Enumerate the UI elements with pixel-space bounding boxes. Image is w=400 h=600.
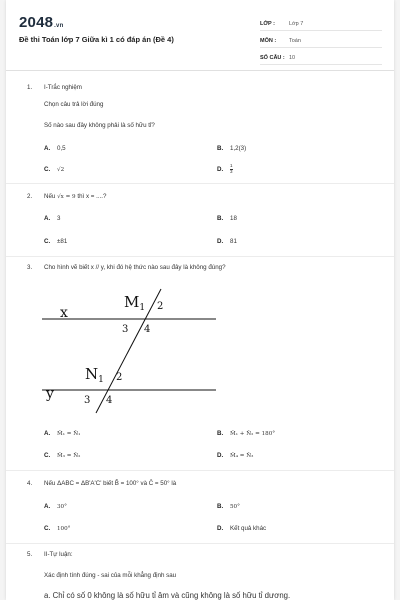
meta-label: MÔN : <box>260 37 277 44</box>
section-label: I-Trắc nghiệm <box>44 84 82 91</box>
fraction: $\frac{1}{3}$ <box>230 163 233 174</box>
q1-option-d[interactable]: D. $\frac{1}{3}$ <box>217 163 233 174</box>
meta-row-class <box>260 17 382 31</box>
q4-option-d[interactable]: D. Kết quả khác <box>217 525 267 532</box>
meta-label: SỐ CÂU : <box>260 54 285 61</box>
q1-option-a[interactable]: A. 0,5 <box>44 145 66 152</box>
q1-option-b[interactable]: B. 1,2(3) <box>217 145 247 152</box>
q3-option-d[interactable]: D. M̂₄ = N̂₃ <box>217 452 254 459</box>
q2-option-b[interactable]: B. 18 <box>217 215 237 222</box>
q3-option-c[interactable]: C. M̂₃ = N̂₂ <box>44 452 81 459</box>
meta-value: Lớp 7 <box>289 20 304 27</box>
angle-label-n3: 3 <box>84 395 91 406</box>
label-n: $N_1$ <box>85 365 104 385</box>
q2-option-a[interactable]: A. 3 <box>44 215 61 222</box>
question-number: 5. <box>27 551 33 558</box>
question-divider <box>6 183 394 184</box>
site-logo[interactable]: 2048.vn <box>19 14 64 31</box>
angle-label-m2: 2 <box>157 301 164 312</box>
q2-option-c[interactable]: C. ±81 <box>44 238 68 245</box>
section-label: II-Tự luận: <box>44 551 73 558</box>
angle-label-n2: 2 <box>116 372 123 383</box>
question-text: Nếu ΔABC = ΔB'A'C' biết B̂ = 100° và Ĉ = 50° là <box>44 480 177 487</box>
question-number: 3. <box>27 264 33 271</box>
header-divider <box>6 70 394 71</box>
exam-meta <box>260 17 382 68</box>
question-number: 2. <box>27 193 33 200</box>
exam-page: 2048.vn Đề thi Toán lớp 7 Giữa kì 1 có đáp án (Đề 4) LỚP : Lớp 7 MÔN : Toán SỐ CÂU : 10 1. I-Trắc nghiệm Chọn câu trả lời đúng Số nào sau đây không phải là số hữu tỉ? A. 0,5 B. 1,2(3) C. √2 D. $\frac{1}{3}$ 2. Nếu √x = 9 thì x = ....? A. 3 B. 18 C. ±81 D. 81 3. Cho hình vẽ biết x // y, khi đó hệ thức nào sau đây là không đúng? x y $M_1$ $N_1$ 2 3 4 2 3 4 A. M̂₁ = N̂₁ B. M̂₁ + N̂₂ = 180° C. M̂₃ = N̂₂ D. M̂₄ = N̂₃ 4. Nếu ΔABC = ΔB'A'C' biết B̂ = 100° và Ĉ = 50° là A. 30° B. 50° C. 100° D. Kết quả khác 5. II-Tự luận: Xác định tính đúng - sai của mỗi khẳng định sau a. Chỉ có số 0 không là số hữu tỉ âm và cũng không là số hữu tỉ dương. <box>6 0 394 600</box>
label-x: x <box>60 305 68 321</box>
q4-option-b[interactable]: B. 50° <box>217 503 240 510</box>
q4-option-c[interactable]: C. 100° <box>44 525 71 532</box>
q3-option-a[interactable]: A. M̂₁ = N̂₁ <box>44 430 81 437</box>
angle-label-m3: 3 <box>122 324 129 335</box>
angle-label-m4: 4 <box>144 324 151 335</box>
meta-value: 10 <box>289 54 296 61</box>
q1-option-c[interactable]: C. √2 <box>44 166 65 173</box>
question-divider <box>6 470 394 471</box>
question-number: 4. <box>27 480 33 487</box>
meta-value: Toán <box>289 37 301 44</box>
header <box>6 0 394 74</box>
question-divider <box>6 543 394 544</box>
meta-row-count <box>260 51 382 65</box>
meta-row-subject <box>260 34 382 48</box>
q4-option-a[interactable]: A. 30° <box>44 503 67 510</box>
page-title: Đề thi Toán lớp 7 Giữa kì 1 có đáp án (Đề 4) <box>19 35 174 44</box>
angle-label-n4: 4 <box>106 395 113 406</box>
label-y: y <box>46 386 54 402</box>
question-number: 1. <box>27 84 33 91</box>
q3-option-b[interactable]: B. M̂₁ + N̂₂ = 180° <box>217 430 276 437</box>
meta-label: LỚP : <box>260 20 275 27</box>
question-text: Cho hình vẽ biết x // y, khi đó hệ thức nào sau đây là không đúng? <box>44 264 226 271</box>
q2-option-d[interactable]: D. 81 <box>217 238 237 245</box>
question-text: Nếu √x = 9 thì x = ....? <box>44 193 107 200</box>
parallel-lines-figure <box>38 285 228 415</box>
question-divider <box>6 256 394 257</box>
label-m: $M_1$ <box>124 293 146 313</box>
